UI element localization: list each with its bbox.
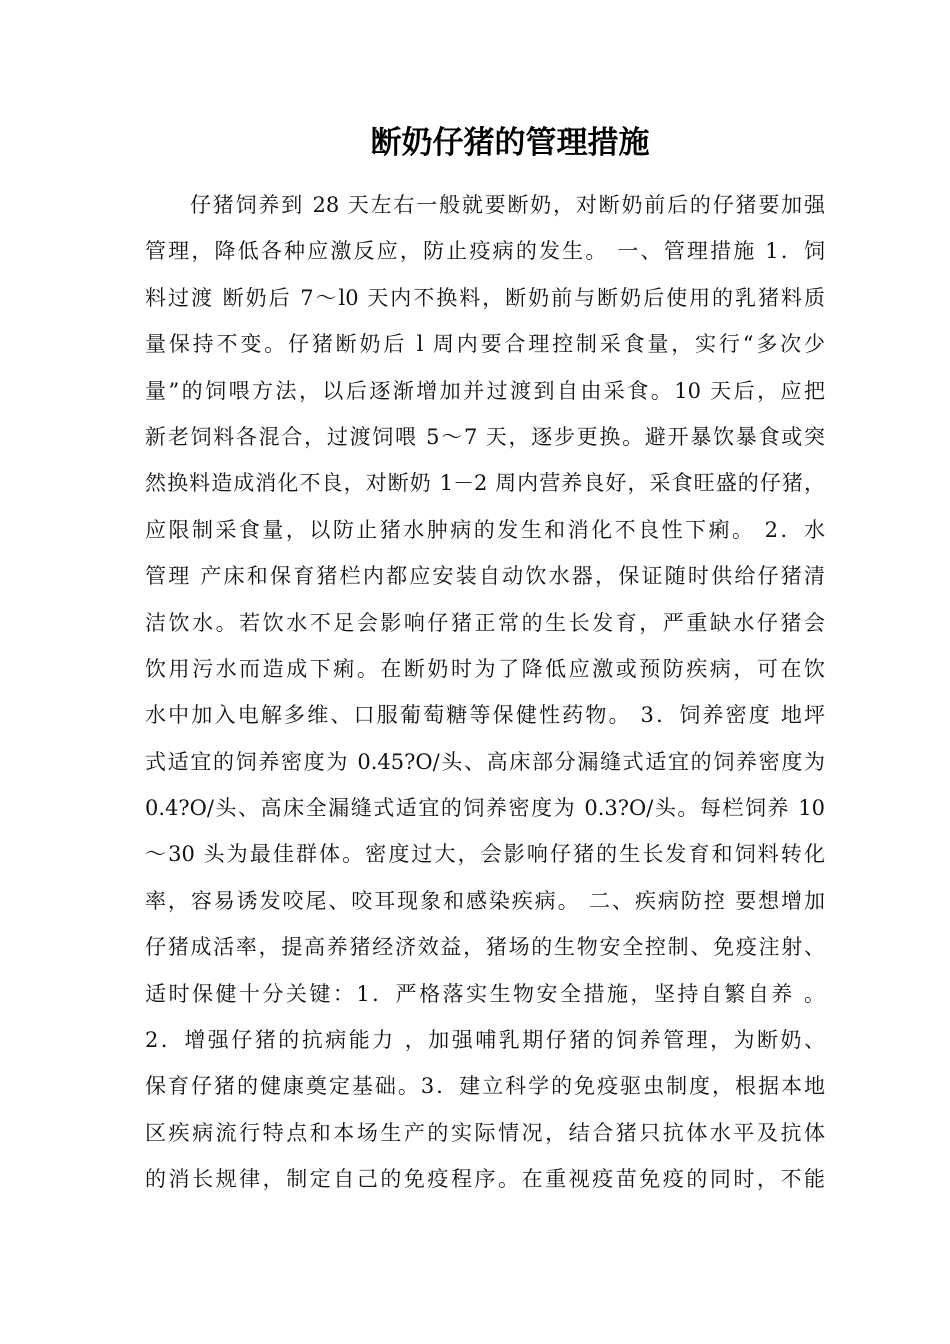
paragraph-line: 新老饲料各混合，过渡饲喂 5～7 天，逐步更换。避开暴饮暴食或突: [145, 424, 825, 449]
paragraph-line: 应限制采食量，以防止猪水肿病的发生和消化不良性下痢。 2．水: [145, 517, 825, 542]
paragraph-line: 管理 产床和保育猪栏内都应安装自动饮水器，保证随时供给仔猪清: [145, 564, 825, 589]
paragraph-line: 量”的饲喂方法，以后逐渐增加并过渡到自由采食。10 天后，应把: [145, 378, 825, 403]
paragraph-line: ～30 头为最佳群体。密度过大，会影响仔猪的生长发育和饲料转化: [145, 842, 825, 867]
paragraph-line: 洁饮水。若饮水不足会影响仔猪正常的生长发育，严重缺水仔猪会: [145, 610, 825, 635]
paragraph-line: 率，容易诱发咬尾、咬耳现象和感染疾病。 二、疾病防控 要想增加: [145, 888, 825, 913]
document-body: [145, 182, 825, 1203]
paragraph-line: 饮用污水而造成下痢。在断奶时为了降低应激或预防疾病，可在饮: [145, 656, 825, 681]
document-title: 断奶仔猪的管理措施: [370, 125, 650, 161]
paragraph-line: 仔猪成活率，提高养猪经济效益，猪场的生物安全控制、免疫注射、: [145, 935, 825, 960]
paragraph-line: 式适宜的饲养密度为 0.45?O/头、高床部分漏缝式适宜的饲养密度为: [145, 749, 825, 774]
paragraph-line: 料过渡 断奶后 7～l0 天内不换料，断奶前与断奶后使用的乳猪料质: [145, 285, 825, 310]
paragraph-line: 保育仔猪的健康奠定基础。3．建立科学的免疫驱虫制度，根据本地: [145, 1074, 825, 1099]
paragraph-line: 的消长规律，制定自己的免疫程序。在重视疫苗免疫的同时，不能: [145, 1167, 825, 1192]
paragraph-line: 量保持不变。仔猪断奶后 l 周内要合理控制采食量，实行“多次少: [145, 332, 825, 357]
paragraph-line: 0.4?O/头、高床全漏缝式适宜的饲养密度为 0.3?O/头。每栏饲养 10: [145, 796, 825, 821]
paragraph-line: 水中加入电解多维、口服葡萄糖等保健性药物。 3．饲养密度 地坪: [145, 703, 825, 728]
paragraph-line: 2．增强仔猪的抗病能力 ，加强哺乳期仔猪的饲养管理，为断奶、: [145, 1028, 825, 1053]
paragraph-line: 仔猪饲养到 28 天左右一般就要断奶，对断奶前后的仔猪要加强: [190, 193, 825, 217]
paragraph-line: 然换料造成消化不良，对断奶 1－2 周内营养良好，采食旺盛的仔猪，: [145, 471, 825, 496]
paragraph-line: 适时保健十分关键：1．严格落实生物安全措施，坚持自繁自养 。: [145, 981, 825, 1006]
paragraph-line: 区疾病流行特点和本场生产的实际情况，结合猪只抗体水平及抗体: [145, 1120, 825, 1145]
paragraph-line: 管理，降低各种应激反应，防止疫病的发生。 一、管理措施 1．饲: [145, 239, 825, 264]
